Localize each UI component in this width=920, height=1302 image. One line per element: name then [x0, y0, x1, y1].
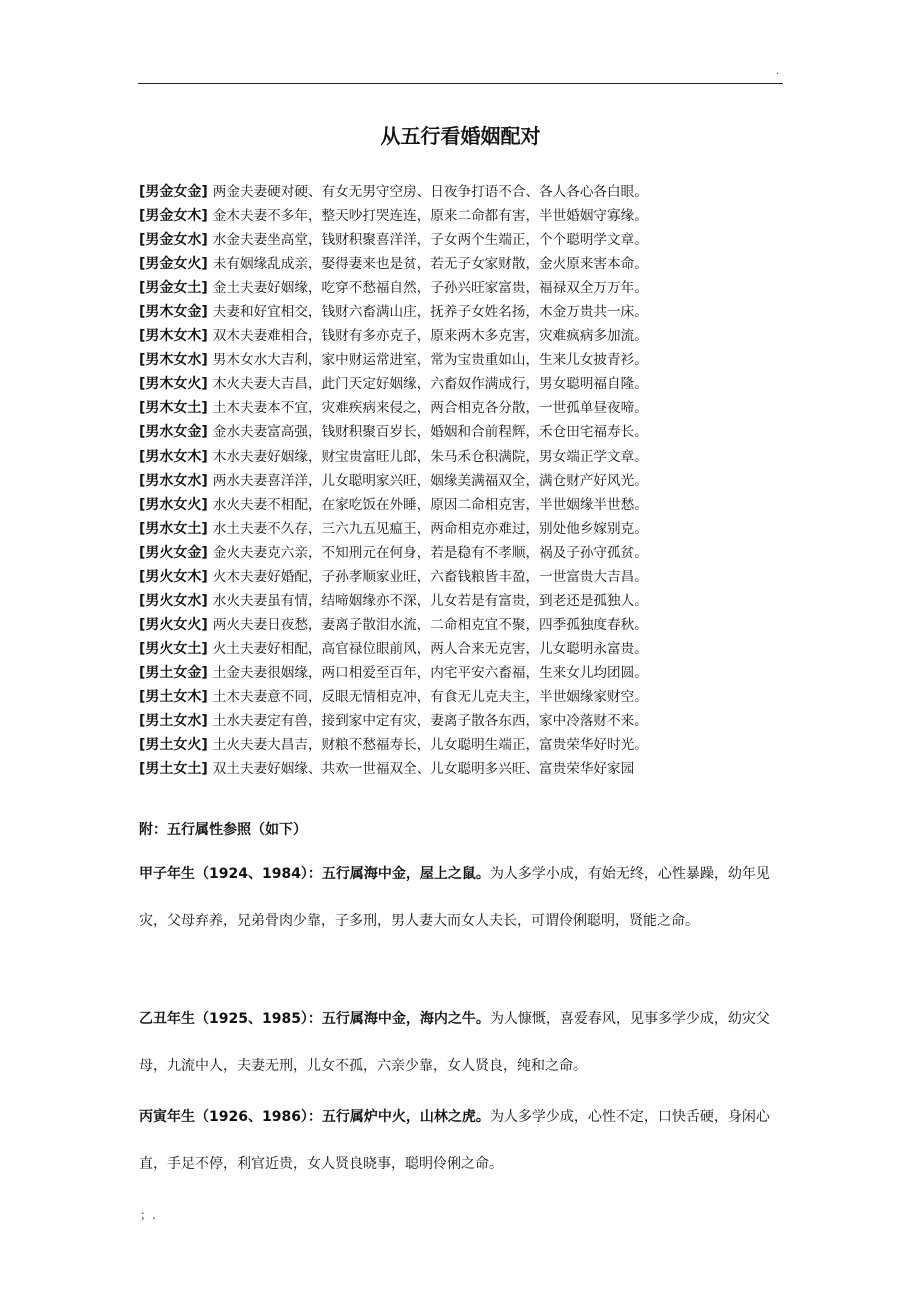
pair-tag: [男火女金] [139, 544, 208, 561]
year-entry-body: 为人多学小成，有始无终，心性暴躁，幼年见灾，父母弃养，兄弟骨肉少靠，子多刑，男人妻大而女人夫长，可谓伶俐聪明，贤能之命。 [139, 866, 770, 929]
pair-line [139, 324, 784, 348]
year-entry-body: 为人慷慨，喜爱春风，见事多学少成，幼灾父母，九流中人，夫妻无刑，儿女不孤，六亲少靠，女人贤良，纯和之命。 [139, 1011, 770, 1074]
footer-mark: ；. [140, 1208, 156, 1222]
pair-text: 未有姻缘乱成亲，娶得妻来也是贫，若无子女家财散，金火原来害本命。 [212, 256, 648, 273]
pair-tag: [男金女金] [139, 184, 208, 200]
pair-text: 两火夫妻日夜愁，妻离子散泪水流，二命相克宜不聚，四季孤独度春秋。 [212, 616, 648, 633]
pair-text: 土木夫妻意不同，反眼无情相克冲，有食无儿克夫主，半世姻缘家财空。 [212, 688, 648, 705]
pair-tag: [男金女木] [139, 208, 208, 225]
pair-text: 金水夫妻富高强，钱财积聚百岁长，婚姻和合前程辉，禾仓田宅福寿长。 [212, 424, 648, 441]
pair-line [139, 613, 784, 637]
pair-text: 土火夫妻大昌吉，财粮不愁福寿长，儿女聪明生端正，富贵荣华好时光。 [212, 737, 648, 754]
year-entry [139, 996, 779, 1090]
pair-list [139, 180, 784, 781]
pair-line [139, 541, 784, 565]
pair-line [139, 733, 784, 757]
year-entry-body: 为人多学少成，心性不定，口快舌硬，身闲心直，手足不停，利官近贵，女人贤良晓事，聪明伶俐之命。 [139, 1109, 770, 1172]
pair-line [139, 757, 784, 781]
pair-line [139, 276, 784, 300]
pair-line [139, 252, 784, 276]
pair-line [139, 228, 784, 252]
pair-text: 水金夫妻坐高堂，钱财积聚喜洋洋，子女两个生端正，个个聪明学文章。 [212, 232, 648, 249]
pair-text: 两水夫妻喜洋洋，儿女聪明家兴旺，姻缘美满福双全，满仓财产好风光。 [212, 472, 648, 489]
pair-line [139, 469, 784, 493]
pair-tag: [男水女土] [139, 520, 208, 537]
pair-tag: [男金女水] [139, 232, 208, 249]
pair-line [139, 300, 784, 324]
pair-text: 土金夫妻很姻缘，两口相爱至百年，内宅平安六畜福，生来女儿均团圆。 [212, 664, 648, 681]
pair-tag: [男木女金] [139, 304, 208, 321]
pair-line [139, 589, 784, 613]
pair-tag: [男木女木] [139, 328, 208, 345]
year-entry [139, 851, 779, 945]
pair-tag: [男金女土] [139, 280, 208, 297]
pair-tag: [男土女土] [139, 761, 208, 778]
pair-tag: [男土女木] [139, 688, 208, 705]
pair-text: 木火夫妻大吉昌，此门天定好姻缘，六畜奴作满成行，男女聪明福自隆。 [212, 376, 648, 393]
pair-tag: [男水女火] [139, 496, 208, 513]
header-rule [138, 83, 783, 84]
page-title: 从五行看婚姻配对 [380, 124, 541, 148]
pair-tag: [男木女火] [139, 376, 208, 393]
pair-tag: [男水女水] [139, 472, 208, 489]
pair-tag: [男水女木] [139, 448, 208, 465]
pair-tag: [男土女火] [139, 737, 208, 754]
pair-text: 金火夫妻克六亲，不知刑元在何身，若是稳有不孝顺，祸及子孙守孤贫。 [212, 544, 648, 561]
pair-tag: [男火女土] [139, 640, 208, 657]
pair-text: 金土夫妻好姻缘，吃穿不愁福自然，子孙兴旺家富贵，福禄双全万万年。 [212, 280, 648, 297]
pair-line [139, 204, 784, 228]
pair-text: 两金夫妻硬对硬、有女无男守空房、日夜争打语不合、各人各心各白眼。 [212, 184, 648, 200]
appendix-title: 附：五行属性参照（如下） [139, 822, 307, 838]
pair-tag: [男土女金] [139, 664, 208, 681]
year-entry-head: 丙寅年生（1926、1986）：五行属炉中火，山林之虎。 [139, 1109, 490, 1125]
pair-line [139, 396, 784, 420]
pair-line [139, 493, 784, 517]
pair-tag: [男土女水] [139, 713, 208, 730]
pair-text: 双木夫妻难相合，钱财有多亦克子，原来两木多克害，灾难疯病多加流。 [212, 328, 648, 345]
pair-text: 男木女水大吉利，家中财运常进室，常为宝贵重如山，生来儿女披青衫。 [212, 352, 648, 369]
pair-line [139, 348, 784, 372]
pair-text: 水土夫妻不久存，三六九五见瘟王，两命相克亦难过，别处他乡嫁别克。 [212, 520, 648, 537]
pair-line [139, 661, 784, 685]
pair-text: 金木夫妻不多年，整天吵打哭连连，原来二命都有害，半世婚姻守寡缘。 [212, 208, 648, 225]
pair-text: 火土夫妻好相配，高官禄位眼前风，两人合来无克害，儿女聪明永富贵。 [212, 640, 648, 657]
pair-text: 双土夫妻好姻缘、共欢一世福双全、儿女聪明多兴旺、富贵荣华好家园 [212, 761, 635, 778]
pair-line [139, 372, 784, 396]
pair-text: 水火夫妻不相配，在家吃饭在外睡，原因二命相克害，半世姻缘半世愁。 [212, 496, 648, 513]
year-entry [139, 1094, 779, 1188]
pair-line [139, 637, 784, 661]
pair-tag: [男火女水] [139, 592, 208, 609]
pair-tag: [男火女木] [139, 568, 208, 585]
pair-line [139, 685, 784, 709]
year-entry-head: 甲子年生（1924、1984）：五行属海中金，屋上之鼠。 [139, 866, 490, 882]
pair-tag: [男火女火] [139, 616, 208, 633]
pair-line [139, 445, 784, 469]
pair-tag: [男木女土] [139, 400, 208, 417]
year-entry-head: 乙丑年生（1925、1985）：五行属海中金，海内之牛。 [139, 1011, 490, 1027]
pair-text: 夫妻和好宜相交，钱财六畜满山庄，抚养子女姓名扬，木金万贵共一床。 [212, 304, 648, 321]
pair-line [139, 709, 784, 733]
pair-text: 火木夫妻好婚配，子孙孝顺家业旺，六畜钱粮皆丰盈，一世富贵大吉昌。 [212, 568, 648, 585]
pair-tag: [男水女金] [139, 424, 208, 441]
corner-mark: . [776, 66, 780, 77]
pair-text: 水火夫妻虽有情，结啼姻缘亦不深，儿女若是有富贵，到老还是孤独人。 [212, 592, 648, 609]
pair-line [139, 565, 784, 589]
pair-line [139, 517, 784, 541]
pair-tag: [男金女火] [139, 256, 208, 273]
pair-text: 土木夫妻本不宜，灾难疾病来侵之，两合相克各分散，一世孤单昼夜啼。 [212, 400, 648, 417]
pair-line [139, 420, 784, 444]
pair-text: 土水夫妻定有兽，接到家中定有灾，妻离子散各东西，家中冷落财不来。 [212, 713, 648, 730]
pair-line [139, 180, 784, 204]
pair-tag: [男木女水] [139, 352, 208, 369]
pair-text: 木水夫妻好姻缘，财宝贵富旺儿郎，朱马禾仓积满院，男女端正学文章。 [212, 448, 648, 465]
